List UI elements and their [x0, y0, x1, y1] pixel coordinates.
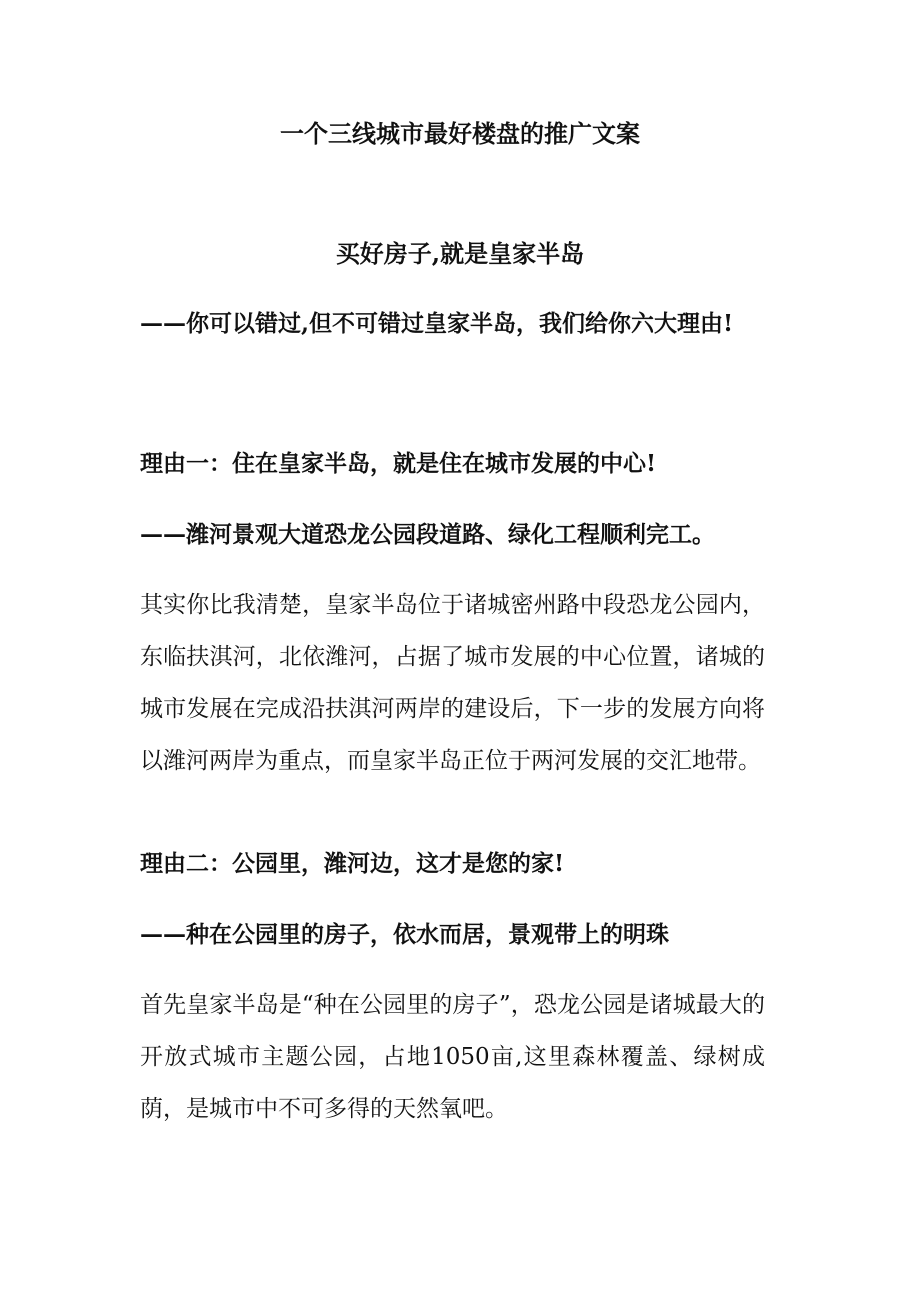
- headline: 买好房子,就是皇家半岛: [335, 239, 585, 268]
- tagline: ——你可以错过,但不可错过皇家半岛，我们给你六大理由!: [140, 310, 734, 337]
- document-title: 一个三线城市最好楼盘的推广文案: [280, 119, 640, 148]
- reason-2-subheading: ——种在公园里的房子，依水而居，景观带上的明珠: [140, 921, 669, 948]
- reason-1-body: 其实你比我清楚，皇家半岛位于诸城密州路中段恐龙公园内，东临扶淇河，北依潍河，占据了城市发展的中心位置，诸城的城市发展在完成沿扶淇河两岸的建设后，下一步的发展方向将以潍河两岸为重点，而皇家半岛正位于两河发展的交汇地带。: [140, 592, 765, 774]
- reason-2-body: 首先皇家半岛是“种在公园里的房子”，恐龙公园是诸城最大的开放式城市主题公园，占地1050亩,这里森林覆盖、绿树成荫，是城市中不可多得的天然氧吧。: [140, 992, 765, 1122]
- reason-1-heading: 理由一：住在皇家半岛，就是住在城市发展的中心!: [140, 450, 657, 477]
- reason-1-subheading: ——潍河景观大道恐龙公园段道路、绿化工程顺利完工。: [140, 521, 715, 548]
- reason-2-heading: 理由二：公园里，潍河边，这才是您的家!: [140, 850, 565, 877]
